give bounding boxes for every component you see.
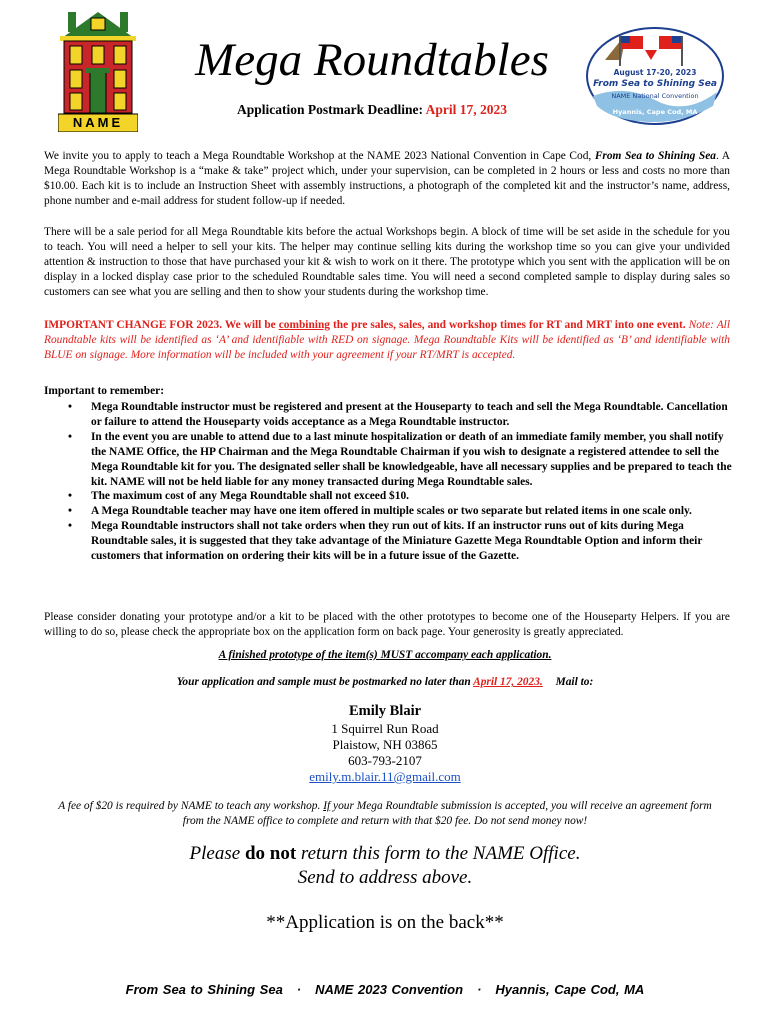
page-footer bbox=[0, 982, 770, 997]
notice-rest: return this form to the NAME Office. bbox=[296, 843, 581, 864]
footer-separator: · bbox=[296, 982, 302, 997]
deadline-date: April 17, 2023 bbox=[425, 102, 508, 117]
list-item: • In the event you are unable to attend due to a last minute hospitalization or death of an immediate family member, you shall notify the NAME Office, the HP Chairman and the Mega Roundtable Chairman if you wish to designate a registered attendee to sell the Mega Roundtable kit for you. The designated seller shall be knowledgeable, have all necessary supplies and be prepared to teach the kit. NAME will not be held liable for any money transacted during Mega Roundtable sales. bbox=[44, 430, 734, 490]
recipient-name: Emily Blair bbox=[348, 703, 422, 719]
theme-name: From Sea to Shining Sea bbox=[594, 150, 717, 162]
convention-badge bbox=[585, 26, 725, 126]
sale-period-paragraph: There will be a sale period for all Mega Roundtable kits before the actual Workshops begin. A block of time will be set aside in the schedule for you to teach. You will need a helper to sell your kits. The helper may continue selling kits during the workshop time so you can give your undivided attention & instruction to those that have purchased your kit & wish to work on it there. The prototype which you sent with the application will be on display in a locked display case prior to the scheduled Roundtable sales time. You will need a second completed sample to display during sales so customers can see what you are selling and then to show your students during the workshop time. bbox=[44, 226, 730, 298]
badge-location: Hyannis, Cape Cod, MA bbox=[612, 108, 698, 116]
important-change-note: Note: All Roundtable kits will be identified as ‘A’ and identifiable with RED on signage. Mega Roundtable Kits will be identified as ‘B’ and identifiable with BLUE on signage. More information will be included with your agreement if your RT/MRT is accepted. bbox=[44, 319, 730, 361]
notice-please: Please bbox=[189, 843, 245, 864]
recipient-email-link[interactable]: emily.m.blair.11@gmail.com bbox=[309, 769, 461, 784]
important-change-c: the pre sales, sales, and workshop times for RT and MRT into one event. bbox=[330, 319, 686, 331]
deadline-label: Application Postmark Deadline: bbox=[236, 102, 423, 117]
list-item: • The maximum cost of any Mega Roundtable shall not exceed $10. bbox=[44, 489, 734, 504]
footer-theme: From Sea to Shining Sea bbox=[125, 982, 283, 997]
important-change-paragraph bbox=[44, 318, 730, 363]
badge-theme: From Sea to Shining Sea bbox=[593, 79, 717, 89]
important-heading: Important to remember: bbox=[44, 385, 164, 397]
recipient-street: 1 Squirrel Run Road bbox=[331, 721, 439, 736]
notice-send-address: Send to address above. bbox=[297, 867, 473, 888]
application-on-back-note: **Application is on the back** bbox=[266, 912, 504, 933]
footer-separator: · bbox=[477, 982, 482, 997]
postmark-line bbox=[0, 676, 770, 688]
important-change-a: IMPORTANT CHANGE FOR 2023. We will be bbox=[44, 319, 279, 331]
list-item: • A Mega Roundtable teacher may have one item offered in multiple scales or two separate but related items in one scale only. bbox=[44, 504, 734, 519]
recipient-city: Plaistow, NH 03865 bbox=[332, 737, 438, 752]
do-not-return-notice bbox=[0, 842, 770, 890]
intro-text-a: We invite you to apply to teach a Mega Roundtable Workshop at the NAME 2023 National Convention in Cape Cod, bbox=[44, 150, 595, 162]
fee-text-b: your Mega Roundtable submission is accepted, you will receive an agreement form from the NAME office to complete and return with that $20 fee. Do not send money now! bbox=[182, 800, 712, 827]
footer-location: Hyannis, Cape Cod, MA bbox=[495, 982, 645, 997]
page-title: Mega Roundtables bbox=[195, 34, 549, 86]
intro-text-b: . A Mega Roundtable Workshop is a “make & take” project which, under your supervision, can be completed in 2 hours or less and costs no more than $10.00. Each kit is to include an Instruction Sheet with assembly instructions, a photograph of the completed kit and the instructor’s name, address, phone number and e-mail address for student follow-up if needed. bbox=[44, 150, 731, 207]
postmark-date: April 17, 2023. bbox=[473, 676, 543, 688]
fee-if: If bbox=[323, 800, 331, 812]
name-logo bbox=[58, 10, 138, 132]
logo-name-text: NAME bbox=[72, 115, 124, 130]
important-list bbox=[44, 400, 734, 564]
badge-dates: August 17-20, 2023 bbox=[613, 68, 697, 77]
fee-text-a: A fee of $20 is required by NAME to teach any workshop. bbox=[58, 800, 324, 812]
list-item: • Mega Roundtable instructor must be registered and present at the Houseparty to teach and sell the Mega Roundtable. Cancellation or failure to attend the Houseparty voids acceptance as a Mega Roundtable instructor. bbox=[44, 400, 734, 430]
mail-to-label: Mail to: bbox=[555, 676, 594, 688]
footer-convention: NAME 2023 Convention bbox=[315, 982, 464, 997]
fee-note bbox=[50, 799, 720, 829]
badge-event: NAME National Convention bbox=[611, 92, 699, 100]
donation-paragraph: Please consider donating your prototype and/or a kit to be placed with the other prototypes to become one of the Houseparty Helpers. If you are willing to do so, please check the appropriate box on the application form on back page. Your generosity is greatly appreciated. bbox=[44, 611, 730, 638]
recipient-phone: 603-793-2107 bbox=[348, 753, 422, 768]
important-change-combining: combining bbox=[278, 319, 330, 331]
postmark-text: Your application and sample must be postmarked no later than bbox=[176, 676, 474, 688]
intro-paragraph bbox=[44, 149, 730, 209]
prototype-required-note: A finished prototype of the item(s) MUST accompany each application. bbox=[218, 649, 552, 661]
notice-do-not: do not bbox=[244, 843, 297, 864]
list-item: • Mega Roundtable instructors shall not take orders when they run out of kits. If an instructor runs out of kits during Mega Roundtable sales, it is suggested that they take advantage of the Miniature Gazette Mega Roundtable Option and inform their customers that information on ordering their kits will be in a future issue of the Gazette. bbox=[44, 519, 734, 564]
deadline-line bbox=[140, 102, 604, 118]
